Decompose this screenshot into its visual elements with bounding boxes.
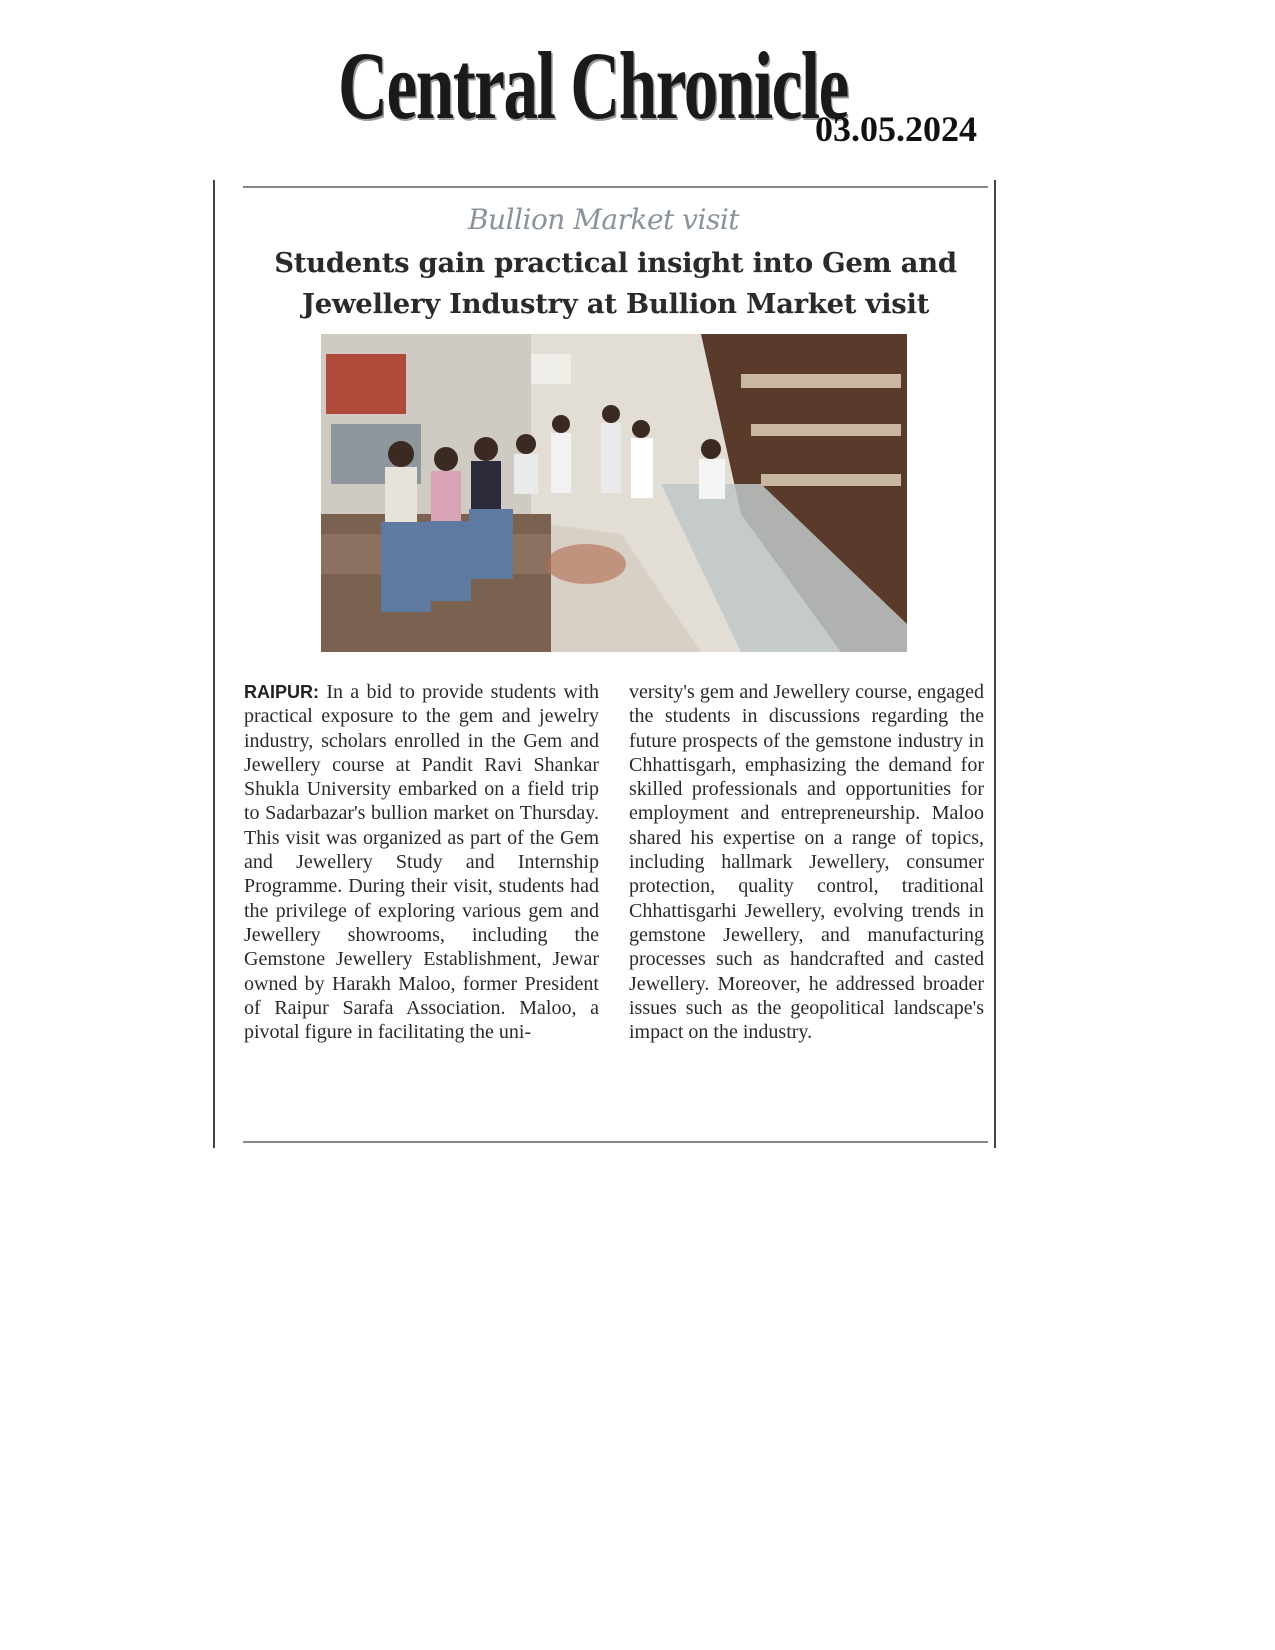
article-dateline: RAIPUR:: [244, 682, 319, 702]
article-column-right: [629, 680, 984, 1044]
article-headline: Students gain practical insight into Gem and Jewellery Industry at Bullion Market visit: [274, 247, 957, 320]
bottom-rule: [243, 1141, 988, 1143]
article-column-left: [244, 680, 599, 1044]
article-body-part2: versity's gem and Jewellery course, engaged the students in discussions regarding the future prospects of the gemstone industry in Chhattisgarh, emphasizing the demand for skilled professionals and opportunities for employment and entrepreneurship. Maloo shared his expertise on a range of topics, including hallmark Jewellery, consumer protection, quality control, traditional Chhattisgarhi Jewellery, evolving trends in gemstone Jewellery, and manufacturing processes such as handcrafted and casted Jewellery. Moreover, he addressed broader issues such as the geopolitical landscape's impact on the industry.: [629, 681, 984, 1044]
top-rule: [243, 186, 988, 188]
publication-date: 03.05.2024: [815, 109, 977, 149]
article-photo: [321, 334, 907, 652]
article-kicker: Bullion Market visit: [467, 203, 740, 236]
masthead-title: Central Chronicle: [338, 32, 848, 139]
article-body-part1: In a bid to provide students with practical exposure to the gem and jewelry industry, scholars enrolled in the Gem and Jewellery course at Pandit Ravi Shankar Shukla University embarked on a field trip to Sadarbazar's bullion market on Thursday. This visit was organized as part of the Gem and Jewellery Study and Internship Programme. During their visit, students had the privilege of exploring various gem and Jewellery showrooms, including the Gemstone Jewellery Establishment, Jewar owned by Harakh Maloo, former President of Raipur Sarafa Association. Maloo, a pivotal figure in facilitating the uni-: [244, 681, 600, 1044]
